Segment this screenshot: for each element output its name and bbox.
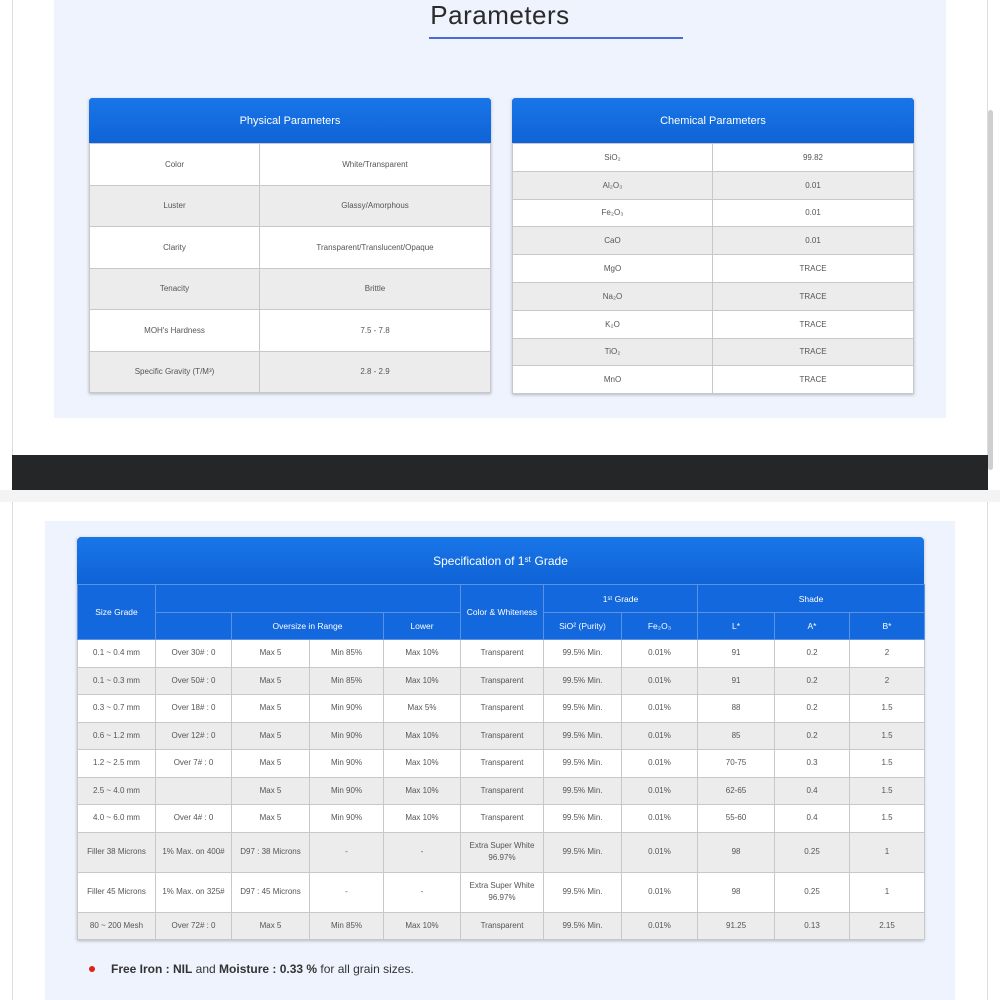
scrollbar[interactable]: [988, 110, 993, 470]
footnote: [89, 962, 414, 976]
title-underline: [429, 37, 683, 39]
cell-oversize: Over 7# : 0: [156, 750, 232, 778]
cell-lower: Max 10%: [384, 912, 461, 940]
param-value: White/Transparent: [260, 144, 491, 186]
cell-shade-l: 91: [698, 667, 775, 695]
cell-shade-l: 62-65: [698, 777, 775, 805]
param-name: Luster: [90, 185, 260, 227]
cell-oversize: Over 72# : 0: [156, 912, 232, 940]
table-row: [513, 171, 914, 199]
cell-fe2o3: 0.01%: [622, 912, 698, 940]
cell-shade-b: 1: [850, 872, 925, 912]
cell-size-grade: 0.1 ~ 0.4 mm: [78, 640, 156, 668]
note-tail: for all grain sizes.: [317, 962, 414, 976]
physical-parameters-table: [89, 98, 491, 393]
cell-oversize-max: Max 5: [232, 695, 310, 723]
cell-shade-l: 88: [698, 695, 775, 723]
compound-value: 0.01: [713, 227, 914, 255]
col-size-grade: Size Grade: [78, 585, 156, 640]
cell-oversize: Over 4# : 0: [156, 805, 232, 833]
table-row: [90, 310, 491, 352]
compound-name: SiO₂: [513, 144, 713, 172]
cell-color-whiteness: Transparent: [461, 640, 544, 668]
cell-color-whiteness: Transparent: [461, 777, 544, 805]
table-row: [513, 366, 914, 394]
cell-shade-a: 0.2: [775, 667, 850, 695]
compound-name: Fe₂O₃: [513, 199, 713, 227]
cell-lower: Max 10%: [384, 667, 461, 695]
compound-value: TRACE: [713, 255, 914, 283]
chemical-parameters-header: Chemical Parameters: [512, 98, 914, 143]
table-row: [78, 695, 925, 723]
param-name: Color: [90, 144, 260, 186]
cell-oversize-min: Min 85%: [310, 912, 384, 940]
col-a: A*: [775, 613, 850, 640]
table-row: [90, 351, 491, 393]
cell-shade-l: 98: [698, 872, 775, 912]
cell-shade-l: 91.25: [698, 912, 775, 940]
cell-lower: -: [384, 872, 461, 912]
param-value: Glassy/Amorphous: [260, 185, 491, 227]
cell-oversize-min: -: [310, 872, 384, 912]
compound-value: TRACE: [713, 310, 914, 338]
table-row: [78, 722, 925, 750]
col-oversize-range: Oversize in Range: [232, 613, 384, 640]
cell-sio2-purity: 99.5% Min.: [544, 640, 622, 668]
col-shade-group: Shade: [698, 585, 925, 613]
compound-value: 0.01: [713, 199, 914, 227]
cell-shade-l: 98: [698, 832, 775, 872]
col-fe2o3: Fe₂O₃: [622, 613, 698, 640]
cell-color-whiteness: Transparent: [461, 667, 544, 695]
compound-name: CaO: [513, 227, 713, 255]
table-row: [78, 777, 925, 805]
cell-sio2-purity: 99.5% Min.: [544, 777, 622, 805]
cell-color-whiteness: Transparent: [461, 750, 544, 778]
cell-shade-a: 0.25: [775, 872, 850, 912]
cell-oversize-max: Max 5: [232, 750, 310, 778]
cell-oversize-max: D97 : 45 Microns: [232, 872, 310, 912]
col-b: B*: [850, 613, 925, 640]
table-row: [78, 640, 925, 668]
table-row: [78, 872, 925, 912]
table-row: [90, 227, 491, 269]
cell-shade-l: 85: [698, 722, 775, 750]
cell-fe2o3: 0.01%: [622, 722, 698, 750]
cell-size-grade: Filler 45 Microns: [78, 872, 156, 912]
cell-shade-b: 2: [850, 640, 925, 668]
table-row: [513, 282, 914, 310]
cell-shade-b: 1: [850, 832, 925, 872]
compound-name: MgO: [513, 255, 713, 283]
cell-shade-l: 70-75: [698, 750, 775, 778]
cell-oversize-min: Min 90%: [310, 695, 384, 723]
param-name: Specific Gravity (T/M³): [90, 351, 260, 393]
cell-oversize: Over 30# : 0: [156, 640, 232, 668]
cell-fe2o3: 0.01%: [622, 777, 698, 805]
cell-sio2-purity: 99.5% Min.: [544, 912, 622, 940]
cell-color-whiteness: Extra Super White 96.97%: [461, 872, 544, 912]
cell-lower: Max 10%: [384, 640, 461, 668]
table-row: [513, 310, 914, 338]
cell-fe2o3: 0.01%: [622, 667, 698, 695]
cell-fe2o3: 0.01%: [622, 832, 698, 872]
cell-shade-a: 0.2: [775, 695, 850, 723]
col-sio2: SiO² (Purity): [544, 613, 622, 640]
table-row: [78, 750, 925, 778]
gap-separator: [0, 490, 1000, 502]
cell-size-grade: 2.5 ~ 4.0 mm: [78, 777, 156, 805]
note-and: and: [192, 962, 220, 976]
cell-lower: -: [384, 832, 461, 872]
cell-oversize-max: D97 : 38 Microns: [232, 832, 310, 872]
compound-name: Na₂O: [513, 282, 713, 310]
param-value: Transparent/Translucent/Opaque: [260, 227, 491, 269]
cell-shade-a: 0.25: [775, 832, 850, 872]
specification-header: Specification of 1ˢᵗ Grade: [77, 537, 924, 584]
cell-size-grade: 4.0 ~ 6.0 mm: [78, 805, 156, 833]
cell-oversize: [156, 777, 232, 805]
specification-table: [77, 537, 924, 940]
cell-sio2-purity: 99.5% Min.: [544, 722, 622, 750]
param-value: 2.8 - 2.9: [260, 351, 491, 393]
compound-name: K₂O: [513, 310, 713, 338]
table-row: [513, 255, 914, 283]
cell-size-grade: 0.6 ~ 1.2 mm: [78, 722, 156, 750]
cell-size-grade: 1.2 ~ 2.5 mm: [78, 750, 156, 778]
cell-shade-a: 0.13: [775, 912, 850, 940]
col-grade-group: 1ˢᵗ Grade: [544, 585, 698, 613]
table-row: [513, 199, 914, 227]
cell-shade-a: 0.2: [775, 640, 850, 668]
cell-shade-b: 2: [850, 667, 925, 695]
cell-shade-b: 2.15: [850, 912, 925, 940]
cell-oversize-max: Max 5: [232, 777, 310, 805]
cell-oversize: Over 12# : 0: [156, 722, 232, 750]
table-row: [513, 338, 914, 366]
table-row: [90, 268, 491, 310]
table-row: [78, 912, 925, 940]
cell-sio2-purity: 99.5% Min.: [544, 872, 622, 912]
cell-oversize: Over 50# : 0: [156, 667, 232, 695]
page-title: Parameters: [430, 0, 570, 30]
cell-sio2-purity: 99.5% Min.: [544, 832, 622, 872]
col-blank-group: [156, 585, 461, 613]
dark-separator: [12, 455, 988, 490]
cell-color-whiteness: Transparent: [461, 912, 544, 940]
compound-value: TRACE: [713, 282, 914, 310]
cell-oversize-min: Min 90%: [310, 750, 384, 778]
cell-sio2-purity: 99.5% Min.: [544, 695, 622, 723]
table-row: [90, 185, 491, 227]
physical-parameters-header: Physical Parameters: [89, 98, 491, 143]
param-name: Tenacity: [90, 268, 260, 310]
cell-shade-b: 1.5: [850, 695, 925, 723]
cell-color-whiteness: Extra Super White 96.97%: [461, 832, 544, 872]
cell-shade-a: 0.4: [775, 805, 850, 833]
cell-shade-a: 0.4: [775, 777, 850, 805]
cell-shade-b: 1.5: [850, 777, 925, 805]
compound-name: MnO: [513, 366, 713, 394]
cell-fe2o3: 0.01%: [622, 805, 698, 833]
compound-value: TRACE: [713, 366, 914, 394]
cell-fe2o3: 0.01%: [622, 750, 698, 778]
cell-oversize-min: -: [310, 832, 384, 872]
cell-oversize-max: Max 5: [232, 667, 310, 695]
cell-sio2-purity: 99.5% Min.: [544, 667, 622, 695]
param-value: Brittle: [260, 268, 491, 310]
cell-oversize-max: Max 5: [232, 805, 310, 833]
table-row: [90, 144, 491, 186]
col-lower: Lower: [384, 613, 461, 640]
note-moisture: Moisture : 0.33 %: [219, 962, 318, 976]
compound-name: TiO₂: [513, 338, 713, 366]
cell-shade-l: 91: [698, 640, 775, 668]
note-free-iron: Free Iron : NIL: [111, 962, 193, 976]
cell-oversize-min: Min 90%: [310, 805, 384, 833]
cell-color-whiteness: Transparent: [461, 805, 544, 833]
cell-shade-b: 1.5: [850, 722, 925, 750]
cell-oversize-max: Max 5: [232, 640, 310, 668]
cell-size-grade: 0.3 ~ 0.7 mm: [78, 695, 156, 723]
cell-lower: Max 10%: [384, 750, 461, 778]
cell-lower: Max 10%: [384, 805, 461, 833]
bullet-icon: [89, 966, 95, 972]
cell-size-grade: 0.1 ~ 0.3 mm: [78, 667, 156, 695]
compound-name: Al₂O₃: [513, 171, 713, 199]
cell-shade-b: 1.5: [850, 750, 925, 778]
cell-shade-a: 0.3: [775, 750, 850, 778]
cell-oversize-max: Max 5: [232, 722, 310, 750]
cell-lower: Max 10%: [384, 722, 461, 750]
cell-oversize-min: Min 90%: [310, 777, 384, 805]
table-row: [513, 144, 914, 172]
cell-shade-a: 0.2: [775, 722, 850, 750]
cell-oversize-min: Min 90%: [310, 722, 384, 750]
cell-lower: Max 5%: [384, 695, 461, 723]
param-name: MOH's Hardness: [90, 310, 260, 352]
cell-color-whiteness: Transparent: [461, 722, 544, 750]
table-row: [78, 832, 925, 872]
compound-value: 99.82: [713, 144, 914, 172]
cell-oversize: 1% Max. on 400#: [156, 832, 232, 872]
cell-oversize-min: Min 85%: [310, 640, 384, 668]
col-l: L*: [698, 613, 775, 640]
chemical-parameters-table: [512, 98, 914, 394]
cell-oversize: 1% Max. on 325#: [156, 872, 232, 912]
col-oversize-blank: [156, 613, 232, 640]
compound-value: 0.01: [713, 171, 914, 199]
col-color-whiteness: Color & Whiteness: [461, 585, 544, 640]
cell-color-whiteness: Transparent: [461, 695, 544, 723]
cell-oversize-min: Min 85%: [310, 667, 384, 695]
cell-size-grade: Filler 38 Microns: [78, 832, 156, 872]
cell-sio2-purity: 99.5% Min.: [544, 805, 622, 833]
compound-value: TRACE: [713, 338, 914, 366]
cell-shade-l: 55-60: [698, 805, 775, 833]
cell-size-grade: 80 ~ 200 Mesh: [78, 912, 156, 940]
table-row: [78, 805, 925, 833]
table-row: [78, 667, 925, 695]
cell-shade-b: 1.5: [850, 805, 925, 833]
cell-sio2-purity: 99.5% Min.: [544, 750, 622, 778]
param-name: Clarity: [90, 227, 260, 269]
param-value: 7.5 - 7.8: [260, 310, 491, 352]
cell-fe2o3: 0.01%: [622, 640, 698, 668]
cell-fe2o3: 0.01%: [622, 872, 698, 912]
cell-fe2o3: 0.01%: [622, 695, 698, 723]
cell-oversize-max: Max 5: [232, 912, 310, 940]
cell-oversize: Over 18# : 0: [156, 695, 232, 723]
cell-lower: Max 10%: [384, 777, 461, 805]
table-row: [513, 227, 914, 255]
